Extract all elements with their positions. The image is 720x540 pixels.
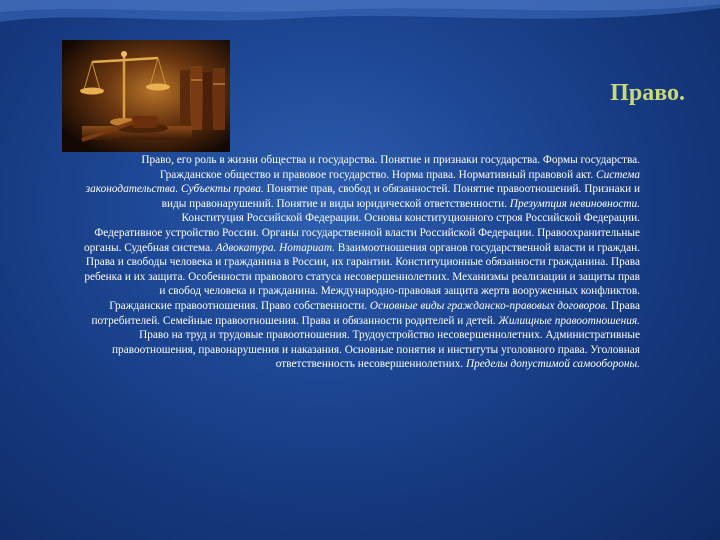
body-paragraph bbox=[78, 226, 640, 255]
text-run: Гражданские правоотношения. Право собственности. bbox=[109, 299, 370, 312]
slide-body-text bbox=[78, 153, 640, 372]
body-paragraph bbox=[78, 211, 640, 226]
italic-text-run: Жилищные правоотношения. bbox=[498, 314, 640, 327]
text-run: Право на труд и трудовые правоотношения. Трудоустройство несовершеннолетних. Административные правоотношения, правонарушения и наказания. Основные понятия и институты уголовного права. Уголовная ответственность несовершеннолетних. bbox=[112, 329, 640, 371]
law-scales-photo bbox=[62, 40, 230, 152]
body-paragraph bbox=[78, 299, 640, 372]
italic-text-run: Система законодательства. Субъекты права. bbox=[85, 168, 640, 196]
body-paragraph bbox=[78, 255, 640, 299]
text-run: Понятие прав, свобод и обязанностей. Понятие правоотношений. Признаки и виды правонарушений. Понятие и виды юридической ответственности. bbox=[161, 183, 640, 210]
italic-text-run: Пределы допустимой самообороны. bbox=[466, 358, 640, 371]
body-paragraph bbox=[78, 153, 640, 211]
text-run: Взаимоотношения органов государственной власти и граждан. bbox=[334, 241, 640, 254]
italic-text-run: Основные виды гражданско-правовых договоров. bbox=[369, 299, 609, 312]
text-run: , его роль в жизни общества и государства. Понятие и признаки государства. Формы государства. Гражданское общество и правовое государство. Норма права. Нормативный правовой акт. bbox=[159, 154, 640, 181]
text-run: Права потребителей. Семейные правоотношения. Права и обязанности родителей и детей. bbox=[91, 299, 640, 327]
italic-text-run: Адвокатура. Нотариат. bbox=[215, 241, 335, 254]
text-run: Право bbox=[141, 154, 172, 166]
italic-text-run: Презумпция невиновности. bbox=[509, 197, 640, 210]
slide-title: Право. bbox=[610, 80, 685, 106]
text-run: Права и свободы человека и гражданина в России, их гарантии. Конституционные обязанности гражданина. Права ребенка и их защита. Особенности правового статуса несовершеннолетних. Механизмы реализации и защиты прав и свобод человека и гражданина. Международно-правовая защита жертв вооруженных конфликтов. bbox=[84, 256, 640, 298]
text-run: Федеративное устройство России. Органы государственной власти Российской Федерации. Правоохранительные органы. Судебная система. bbox=[84, 226, 640, 254]
scales-gavel-image bbox=[62, 40, 230, 152]
text-run: Конституция Российской Федерации. Основы конституционного строя Российской Федерации. bbox=[181, 212, 640, 225]
